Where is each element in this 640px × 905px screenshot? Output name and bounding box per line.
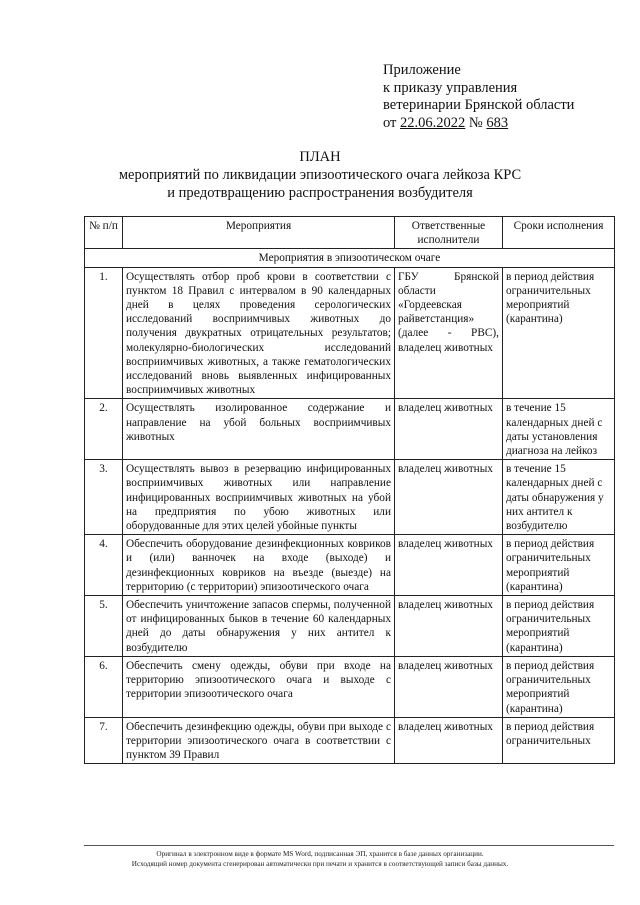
row-measure: Обеспечить смену одежды, обуви при входе на территорию эпизоотического очага и выходе с территории эпизоотического очага [123,656,395,717]
appendix-line-3: ветеринарии Брянской области [383,97,575,113]
table-row [85,717,615,764]
row-measure: Осуществлять отбор проб крови в соответствии с пунктом 18 Правил с интервалом в 90 календарных дней в целях проведения серологических исследований восприимчивых животных до получения двукратных отрицательных результатов; молекулярно-биологических исследований восприимчивых животных, а также гематологических исследований вновь выявленных инфицированных восприимчивых животных [123,267,395,399]
header-deadline: Сроки исполнения [503,217,615,249]
table-row [85,460,615,535]
plan-subtitle-line-1: мероприятий по ликвидации эпизоотического очага лейкоза КРС [118,167,522,183]
row-deadline: в период действия ограничительных мероприятий (карантина) [503,267,615,399]
table-row [85,656,615,717]
row-responsible: владелец животных [395,460,503,535]
row-deadline: в период действия ограничительных мероприятий (карантина) [503,656,615,717]
date-prefix: от [383,114,397,131]
row-measure: Осуществлять вывоз в резервацию инфицированных восприимчивых животных или направление инфицированных восприимчивых животных на убой на предприятия по убою животных или оборудованные для этих целей убойные пункты [123,460,395,535]
row-num: 2. [85,399,123,460]
header-num: № п/п [85,217,123,249]
header-measures: Мероприятия [123,217,395,249]
table-row [85,267,615,399]
row-deadline: в период действия ограничительных мероприятий (карантина) [503,596,615,657]
plan-title: ПЛАН [299,149,341,165]
row-num: 7. [85,717,123,764]
row-responsible: владелец животных [395,399,503,460]
appendix-line-2: к приказу управления [383,79,518,96]
footer-note-1: Оригинал в электронном виде в формате MS Word, подписанная ЭП, хранится в базе данных организации. [156,850,484,858]
header-responsible: Ответственные исполнители [395,217,503,249]
number-sign: № [468,114,483,131]
row-deadline: в течение 15 календарных дней с даты обнаружения у них антител к возбудителю [503,460,615,535]
footer-note-2: Исходящий номер документа сгенерирован автоматически при печати и хранится в соответствующей записи базы данных. [131,860,509,868]
appendix-line-1: Приложение [383,62,461,78]
table-header-row [85,217,615,249]
section-title: Мероприятия в эпизоотическом очаге [85,249,615,267]
table-row [85,596,615,657]
plan-table [84,216,615,764]
table-row [85,535,615,596]
row-responsible: владелец животных [395,717,503,764]
row-measure: Обеспечить оборудование дезинфекционных ковриков и (или) ванночек на входе (выходе) и дезинфекционных ковриков на въезде (выезде) на территорию (с территории) эпизоотического очага [123,535,395,596]
row-responsible: владелец животных [395,596,503,657]
row-num: 3. [85,460,123,535]
table-row [85,399,615,460]
row-num: 1. [85,267,123,399]
row-measure: Осуществлять изолированное содержание и направление на убой больных восприимчивых животных [123,399,395,460]
row-measure: Обеспечить дезинфекцию одежды, обуви при выходе с территории эпизоотического очага в соответствии с пунктом 39 Правил [123,717,395,764]
row-measure: Обеспечить уничтожение запасов спермы, полученной от инфицированных быков в течение 60 календарных дней до даты обнаружения у них антител к возбудителю [123,596,395,657]
plan-subtitle-line-2: и предотвращению распространения возбудителя [167,185,473,201]
row-num: 6. [85,656,123,717]
appendix-date-line [383,115,574,133]
row-deadline: в период действия ограничительных [503,717,615,764]
row-deadline: в течение 15 календарных дней с даты установления диагноза на лейкоз [503,399,615,460]
appendix-block [383,62,574,132]
section-row [85,249,615,267]
row-num: 4. [85,535,123,596]
row-responsible: ГБУ Брянской области «Гордеевская райветстанция» (далее - РВС), владелец животных [395,267,503,399]
footer-divider [84,845,614,846]
row-responsible: владелец животных [395,656,503,717]
row-responsible: владелец животных [395,535,503,596]
order-number: 683 [486,114,509,131]
row-num: 5. [85,596,123,657]
row-deadline: в период действия ограничительных мероприятий (карантина) [503,535,615,596]
order-date: 22.06.2022 [400,114,466,131]
